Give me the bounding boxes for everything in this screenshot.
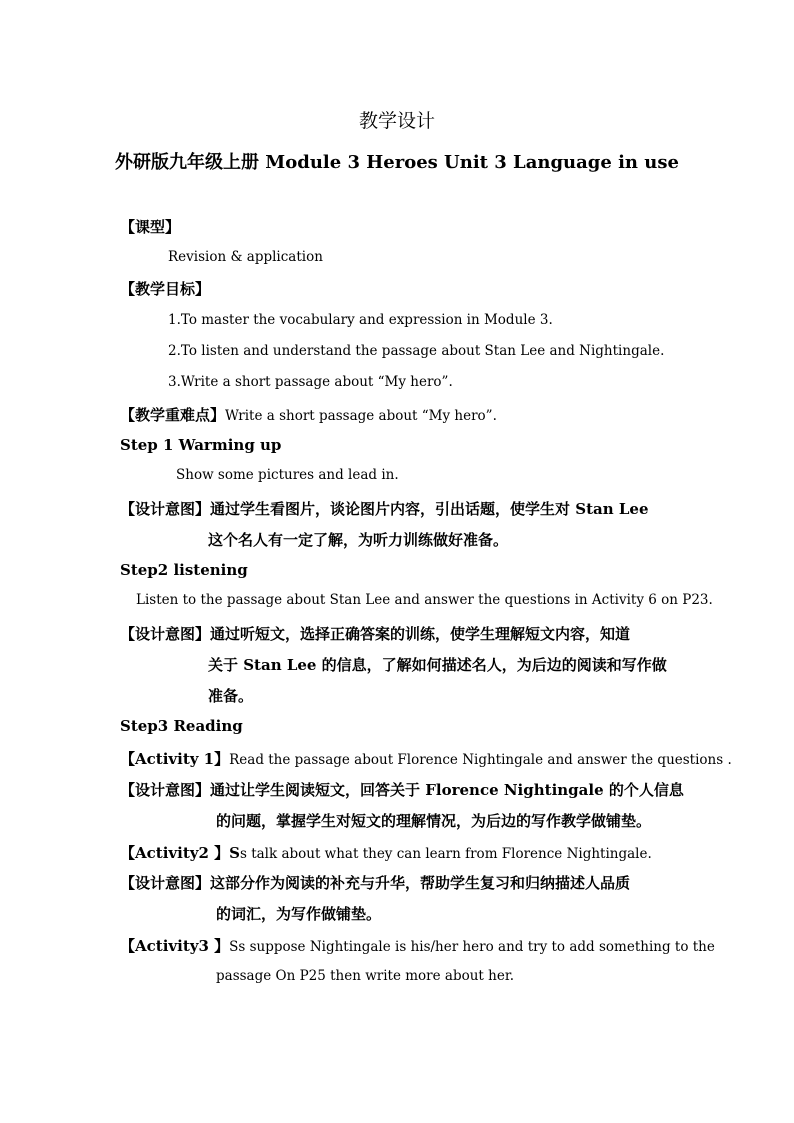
activity1-row bbox=[120, 748, 732, 769]
step3-intent2-line-1 bbox=[120, 872, 630, 893]
step3-intent2-line-2: 的词汇，为写作做铺垫。 bbox=[216, 905, 382, 923]
step2-intent-line-1 bbox=[120, 623, 630, 644]
course-type-heading: 【课型】 bbox=[120, 218, 181, 236]
step3-heading: Step3 Reading bbox=[120, 717, 243, 735]
step1-content: Show some pictures and lead in. bbox=[176, 467, 399, 483]
activity3-row bbox=[120, 935, 715, 956]
activity2-s: S bbox=[229, 844, 240, 862]
step1-intent-text-1: 通过学生看图片，谈论图片内容，引出话题，使学生对 Stan Lee bbox=[210, 500, 649, 518]
key-points-row bbox=[120, 404, 497, 425]
activity2-row bbox=[120, 842, 652, 863]
step2-content: Listen to the passage about Stan Lee and answer the questions in Activity 6 on P23. bbox=[136, 592, 713, 608]
activity3-text-2: passage On P25 then write more about her. bbox=[216, 968, 515, 984]
intent-label: 【设计意图】 bbox=[120, 500, 211, 518]
doc-title: 教学设计 bbox=[358, 110, 435, 132]
activity3-label: 【Activity3 】 bbox=[120, 937, 230, 955]
key-points-text: Write a short passage about “My hero”. bbox=[225, 408, 497, 424]
intent-label: 【设计意图】 bbox=[120, 781, 211, 799]
step2-intent-text-1: 通过听短文，选择正确答案的训练，使学生理解短文内容，知道 bbox=[210, 625, 631, 643]
step3-intent2-text-1: 这部分作为阅读的补充与升华，帮助学生复习和归纳描述人品质 bbox=[210, 874, 631, 892]
step3-intent1-line-1 bbox=[120, 779, 684, 800]
step2-heading: Step2 listening bbox=[120, 561, 248, 579]
step3-intent1-text-1: 通过让学生阅读短文，回答关于 Florence Nightingale 的个人信息 bbox=[210, 781, 684, 799]
intent-label: 【设计意图】 bbox=[120, 874, 211, 892]
step1-intent-line-1 bbox=[120, 498, 648, 519]
activity1-text: Read the passage about Florence Nightingale and answer the questions . bbox=[229, 752, 732, 768]
step2-intent-line-3: 准备。 bbox=[208, 687, 254, 705]
goal-item-3: 3.Write a short passage about “My hero”. bbox=[168, 374, 453, 390]
step3-intent1-line-2: 的问题，掌握学生对短文的理解情况，为后边的写作教学做铺垫。 bbox=[216, 812, 652, 830]
activity2-label: 【Activity2 】 bbox=[120, 844, 230, 862]
step2-intent-line-2: 关于 Stan Lee 的信息，了解如何描述名人，为后边的阅读和写作做 bbox=[208, 656, 667, 674]
activity1-label: 【Activity 1】 bbox=[120, 750, 230, 768]
key-points-heading: 【教学重难点】 bbox=[120, 406, 226, 424]
goal-item-1: 1.To master the vocabulary and expression in Module 3. bbox=[168, 312, 553, 328]
goal-item-2: 2.To listen and understand the passage about Stan Lee and Nightingale. bbox=[168, 343, 665, 359]
activity3-text-1: Ss suppose Nightingale is his/her hero and try to add something to the bbox=[229, 939, 715, 955]
step1-intent-line-2: 这个名人有一定了解，为听力训练做好准备。 bbox=[208, 531, 509, 549]
goals-heading: 【教学目标】 bbox=[120, 280, 211, 298]
course-type-text: Revision & application bbox=[168, 249, 323, 265]
intent-label: 【设计意图】 bbox=[120, 625, 211, 643]
step1-heading: Step 1 Warming up bbox=[120, 436, 282, 454]
doc-subtitle: 外研版九年级上册 Module 3 Heroes Unit 3 Language in use bbox=[115, 152, 679, 173]
activity2-text: s talk about what they can learn from Florence Nightingale. bbox=[239, 846, 652, 862]
